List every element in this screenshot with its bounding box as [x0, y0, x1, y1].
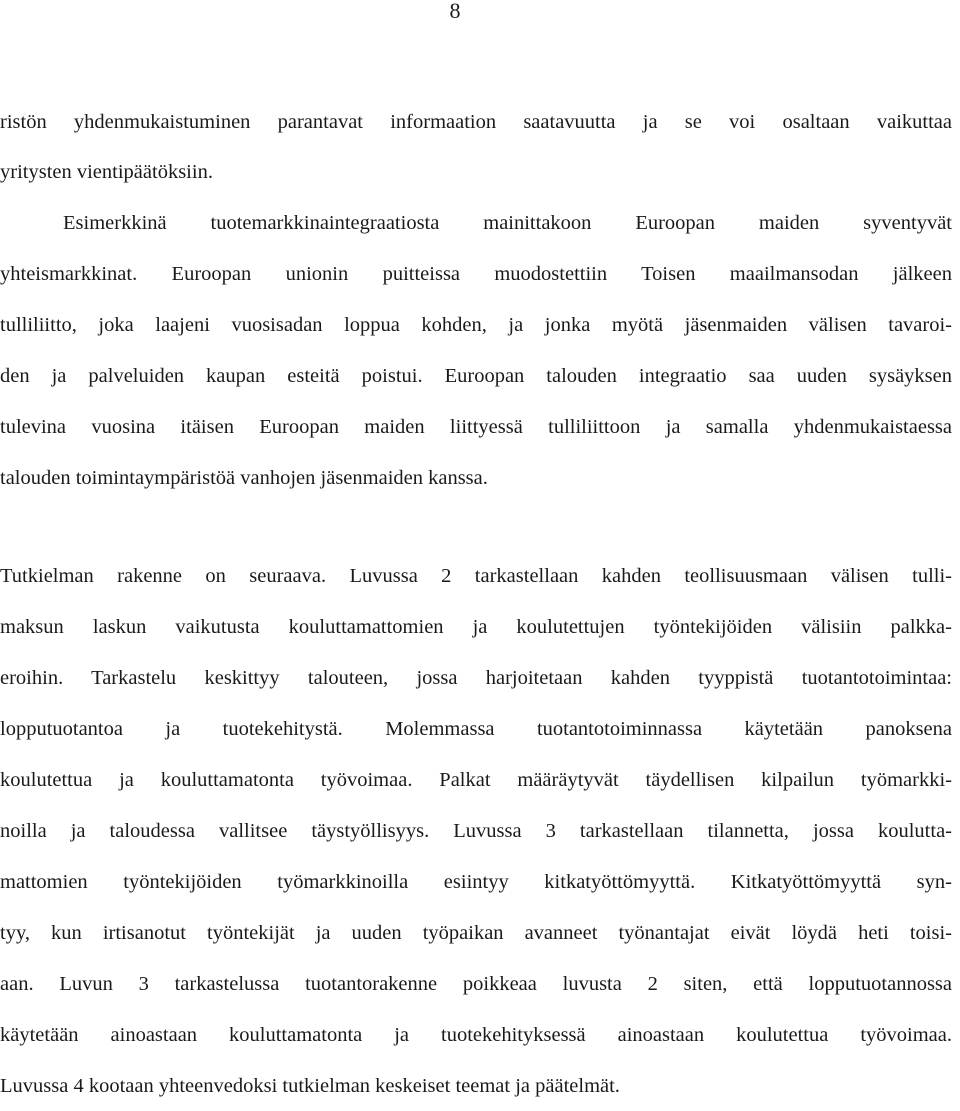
- text-line: käytetään ainoastaan kouluttamatonta ja tuotekehityksessä ainoastaan koulutettua työvoimaa.: [0, 1024, 952, 1046]
- text-line: den ja palveluiden kaupan esteitä poistui. Euroopan talouden integraatio saa uuden sysäyksen: [0, 365, 952, 387]
- text-line: Tutkielman rakenne on seuraava. Luvussa 2 tarkastellaan kahden teollisuusmaan välisen tulli-: [0, 565, 952, 587]
- text-line: mattomien työntekijöiden työmarkkinoilla esiintyy kitkatyöttömyyttä. Kitkatyöttömyyttä syn-: [0, 871, 952, 893]
- text-line: yritysten vientipäätöksiin.: [0, 161, 213, 183]
- text-line: koulutettua ja kouluttamatonta työvoimaa. Palkat määräytyvät täydellisen kilpailun työmarkki-: [0, 769, 952, 791]
- text-line: Esimerkkinä tuotemarkkinaintegraatiosta mainittakoon Euroopan maiden syventyvät: [63, 212, 952, 234]
- text-line: eroihin. Tarkastelu keskittyy talouteen, jossa harjoitetaan kahden tyyppistä tuotantotoimintaa:: [0, 667, 952, 689]
- text-line: yhteismarkkinat. Euroopan unionin puitteissa muodostettiin Toisen maailmansodan jälkeen: [0, 263, 952, 285]
- text-line: talouden toimintaympäristöä vanhojen jäsenmaiden kanssa.: [0, 467, 488, 489]
- text-line: aan. Luvun 3 tarkastelussa tuotantorakenne poikkeaa luvusta 2 siten, että lopputuotannossa: [0, 973, 952, 995]
- text-line: tulevina vuosina itäisen Euroopan maiden liittyessä tulliliittoon ja samalla yhdenmukaistaessa: [0, 416, 952, 438]
- text-line: noilla ja taloudessa vallitsee täystyöllisyys. Luvussa 3 tarkastellaan tilannetta, jossa koulutta-: [0, 820, 952, 842]
- text-line: tulliliitto, joka laajeni vuosisadan loppua kohden, ja jonka myötä jäsenmaiden välisen tavaroi-: [0, 314, 952, 336]
- text-line: Luvussa 4 kootaan yhteenvedoksi tutkielman keskeiset teemat ja päätelmät.: [0, 1075, 620, 1097]
- text-line: lopputuotantoa ja tuotekehitystä. Molemmassa tuotantotoiminnassa käytetään panoksena: [0, 718, 952, 740]
- text-line: maksun laskun vaikutusta kouluttamattomien ja koulutettujen työntekijöiden välisiin palkka-: [0, 616, 952, 638]
- text-line: ristön yhdenmukaistuminen parantavat informaation saatavuutta ja se voi osaltaan vaikuttaa: [0, 111, 952, 133]
- page-number: 8: [449, 0, 461, 23]
- text-line: tyy, kun irtisanotut työntekijät ja uuden työpaikan avanneet työnantajat eivät löydä heti toisi-: [0, 922, 952, 944]
